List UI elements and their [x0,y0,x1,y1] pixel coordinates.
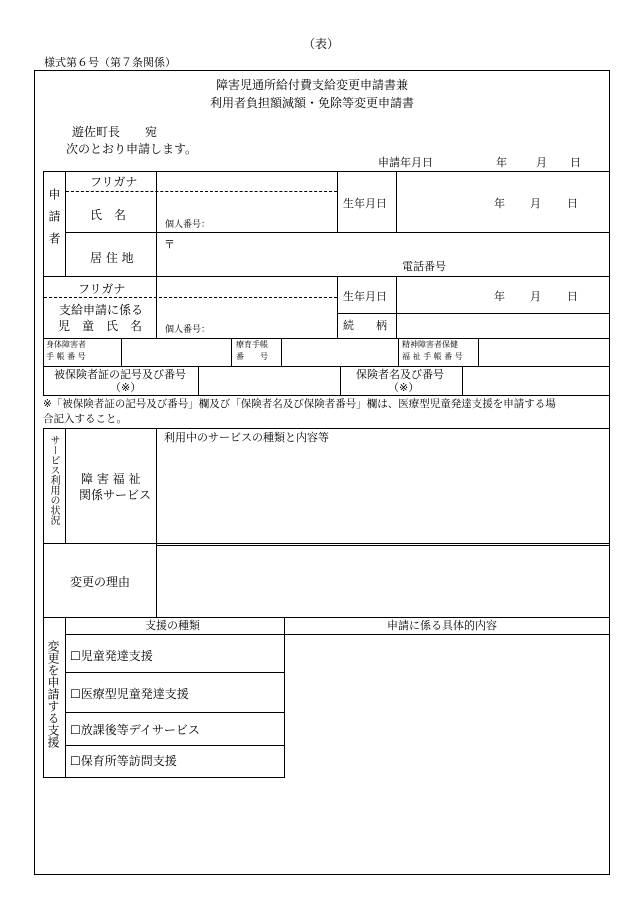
rule [156,545,610,546]
insurer-note: （※） [388,381,420,394]
rule [43,543,610,544]
rule [43,366,610,367]
insured-card-label: 被保険者証の記号及び番号 [54,368,186,381]
addressee-honorific: 宛 [145,125,158,139]
addressee-mayor: 遊佐町長 [72,125,121,139]
welfare-service-label-line2: 関係サービス [79,488,152,502]
support-detail-header: 申請に係る具体的内容 [387,619,497,632]
rule [43,395,610,396]
service-status-side-label: サービス利用の状況 [48,435,59,525]
application-date-month: 月 [536,156,547,169]
rule [281,338,282,366]
child-name-label-line2: 児 童 氏 名 [58,319,143,333]
applicant-my-number-label: 個人番号： [165,220,211,230]
rule [65,745,284,746]
furigana-divider [66,191,337,192]
option-after-school-day-service[interactable]: ☐放課後等デイサービス [70,723,200,737]
rule [43,428,44,617]
child-birth-day: 日 [567,290,578,303]
application-date-label: 申請年月日 [378,156,433,169]
option-medical-child-development-support[interactable]: ☐医療型児童発達支援 [70,687,189,701]
rule [43,171,610,172]
rule [43,617,44,777]
applicant-birth-day: 日 [567,197,578,210]
applicant-birth-month: 月 [530,197,541,210]
child-name-label-line1: 支給申請に係る [59,303,144,317]
child-relation-label: 続 柄 [343,319,387,332]
rule [65,617,66,777]
rule [156,428,157,617]
rule [284,617,285,777]
form-number: 様式第６号（第７条関係） [44,56,176,69]
rule [478,338,479,366]
rule [65,232,610,233]
rule [337,171,338,232]
physical-handbook-label-line1: 身体障害者 [46,340,86,349]
applicant-birthdate-label: 生年月日 [343,197,387,210]
rule [43,338,610,339]
rule [337,313,610,314]
note-line2: 合記入すること。 [43,413,127,425]
rule [337,276,338,338]
applicant-side-label: 申請者 [47,188,61,254]
applicant-phone-label: 電話番号 [402,260,446,273]
rehab-handbook-label-line1: 療育手帳 [236,340,268,349]
rule [65,634,610,635]
rule [65,672,284,673]
application-date-year: 年 [496,156,507,169]
rule [43,777,285,778]
rule [396,171,397,232]
insured-card-note: （※） [110,381,142,394]
child-birthdate-label: 生年月日 [343,290,387,303]
form-title-line1: 障害児通所給付費支給変更申請書兼 [216,78,409,92]
rule [43,428,610,429]
rule [396,276,397,338]
child-my-number-label: 個人番号： [165,325,211,335]
support-side-label: 変更を申請する支援 [46,640,60,748]
rule [43,171,44,396]
form-title-line2: 利用者負担額減額・免除等変更申請書 [210,96,415,110]
rehab-handbook-label-line2: 番 号 [236,352,268,361]
rule [231,338,232,366]
request-statement: 次のとおり申請します。 [66,142,198,156]
rule [65,712,284,713]
support-type-header: 支援の種類 [145,619,200,632]
rule [156,171,157,276]
rule [340,366,341,396]
option-nursery-visit-support[interactable]: ☐保育所等訪問支援 [70,754,177,768]
child-furigana-label: フリガナ [78,282,126,296]
applicant-furigana-label: フリガナ [90,175,138,189]
rule [65,428,66,544]
rule [43,276,610,277]
rule [398,338,399,366]
service-content-header: 利用中のサービスの種類と内容等 [164,431,329,444]
rule [156,276,157,338]
applicant-name-label: 氏 名 [90,208,127,222]
option-child-development-support[interactable]: ☐児童発達支援 [70,649,153,663]
welfare-service-label-line1: 障 害 福 祉 [81,472,141,486]
rule [121,338,122,366]
applicant-address-label: 居 住 地 [90,251,134,265]
application-date-day: 日 [570,156,581,169]
change-reason-label: 変更の理由 [70,575,131,589]
insurer-label: 保険者名及び番号 [356,368,444,381]
child-birth-year: 年 [494,290,505,303]
applicant-birth-year: 年 [494,197,505,210]
child-birth-month: 月 [530,290,541,303]
mental-handbook-label-line2: 福 祉 手 帳 番 号 [402,352,463,361]
side-label-omote: （表） [303,37,340,51]
child-furigana-divider [44,297,337,298]
physical-handbook-label-line2: 手 帳 番 号 [46,352,86,361]
note-line1: ※「被保険者証の記号及び番号」欄及び「保険者名及び保険者番号」欄は、医療型児童発達支援を申請する場 [43,398,556,410]
rule [198,366,199,396]
postal-mark: 〒 [164,238,175,251]
rule [462,366,463,396]
mental-handbook-label-line1: 精神障害者保健 [402,340,458,349]
rule [65,171,66,276]
rule [43,617,610,618]
